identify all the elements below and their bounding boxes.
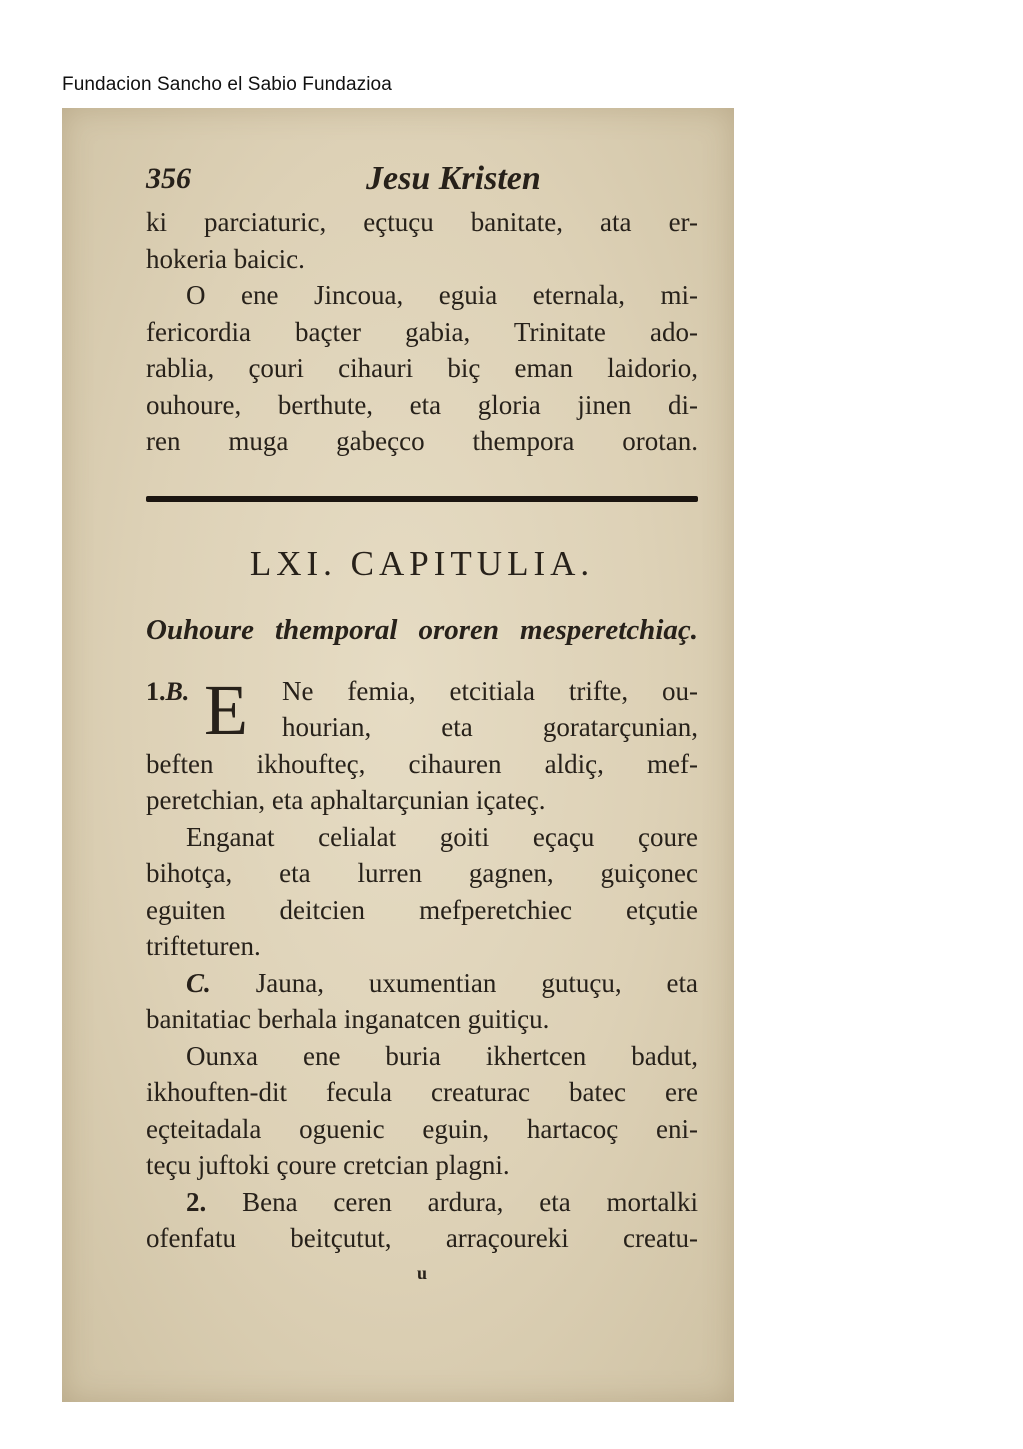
chapter-heading: LXI. CAPITULIA.	[249, 543, 595, 583]
text-line: Enganat celialat goiti eçaçu çoure	[186, 821, 698, 852]
page-text-block	[146, 162, 698, 1287]
text-fragment: Jauna, uxumentian gutuçu, eta	[255, 967, 699, 998]
text-line: peretchian, eta aphaltarçunian içateç.	[146, 785, 546, 815]
text-line: hourian, eta goratarçunian,	[282, 712, 698, 742]
scanned-page	[62, 108, 734, 1402]
source-header: Fundacion Sancho el Sabio Fundazioa	[62, 74, 392, 95]
text-line: hokeria baicic.	[146, 243, 305, 274]
paragraph-1	[146, 669, 698, 819]
paragraph-number: 2.	[186, 1186, 207, 1217]
signature-mark: u	[416, 1262, 427, 1283]
paragraph-speaker: B.	[165, 676, 190, 706]
text-line: rablia, çouri cihauri biç eman laidorio,	[146, 353, 698, 383]
text-line: banitatiac berhala inganatcen guitiçu.	[146, 1004, 550, 1034]
text-line: Ne femia, etcitiala trifte, ou-	[282, 675, 698, 706]
text-line: ki parciaturic, eçtuçu banitate, ata er-	[146, 207, 698, 237]
paragraph-number: 1.	[146, 676, 166, 706]
running-head	[146, 162, 698, 204]
text-line: Ounxa ene buria ikhertcen badut,	[186, 1040, 698, 1071]
text-line: bihotça, eta lurren gagnen, guiçonec	[146, 858, 698, 888]
text-line: ofenfatu beitçutut, arraçoureki creatu-	[146, 1223, 698, 1253]
text-line: eçteitadala oguenic eguin, hartacoç eni-	[146, 1113, 698, 1144]
text-line: fericordia baçter gabia, Trinitate ado-	[146, 316, 698, 347]
text-line: trifteturen.	[146, 931, 261, 961]
drop-cap-initial: E	[204, 669, 248, 750]
page-number: 356	[146, 162, 191, 195]
section-divider-rule	[146, 496, 698, 502]
text-line: ikhouften-dit fecula creaturac batec ere	[146, 1077, 698, 1107]
text-line: beften ikhoufteç, cihauren aldiç, mef-	[146, 748, 698, 779]
paragraph-3-first-line	[146, 965, 698, 1002]
text-line: O ene Jincoua, eguia eternala, mi-	[186, 280, 698, 310]
speaker-label: C.	[186, 967, 211, 998]
text-line: ouhoure, berthute, eta gloria jinen di-	[146, 389, 698, 420]
chapter-subtitle: Ouhoure themporal ororen mesperetchiaç.	[146, 613, 698, 646]
text-line: ren muga gabeçco thempora orotan.	[146, 426, 698, 456]
text-line: eguiten deitcien mefperetchiec etçutie	[146, 894, 698, 925]
text-fragment: Bena ceren ardura, eta mortalki	[242, 1186, 699, 1217]
running-title: Jesu Kristen	[366, 160, 541, 197]
paragraph-5-first-line	[146, 1184, 698, 1221]
text-line: teçu juftoki çoure cretcian plagni.	[146, 1150, 510, 1180]
paragraph-label	[146, 677, 189, 707]
